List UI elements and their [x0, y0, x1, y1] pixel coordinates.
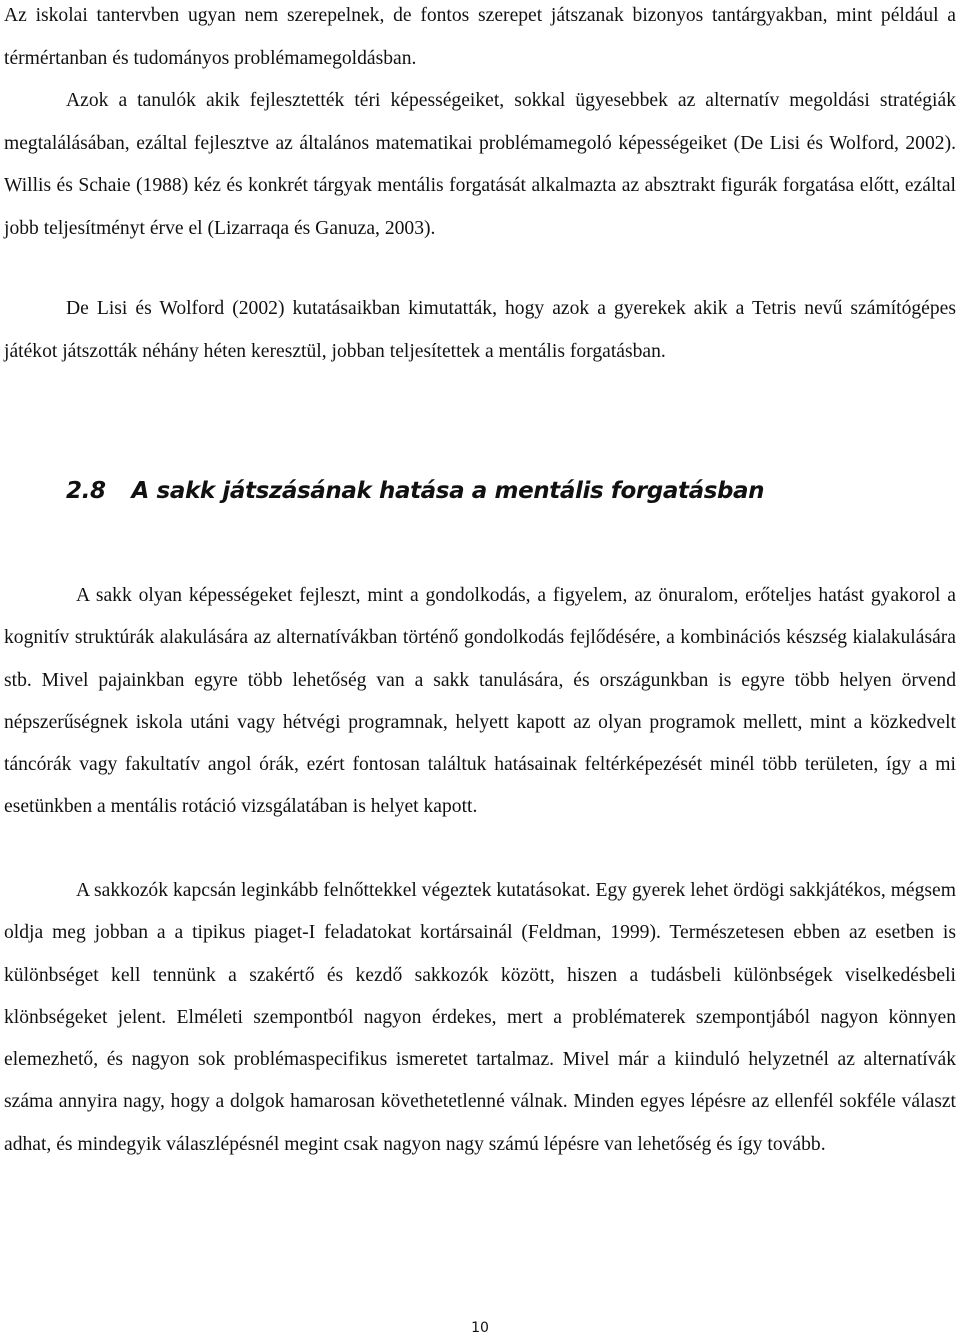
section-number: 2.8 [66, 478, 106, 504]
paragraph-chess-skills [4, 575, 956, 829]
page-number: 10 [471, 1320, 489, 1336]
section-title: A sakk játszásának hatása a mentális forgatásban [131, 478, 765, 504]
section-heading [66, 478, 764, 504]
paragraph-chess-research [4, 870, 956, 1166]
paragraph-chess-skills-text: A sakk olyan képességeket fejleszt, mint a gondolkodás, a figyelem, az önuralom, erőteljes hatást gyakorol a kognitív struktúrák alakulására az alternatívákban történő gondolkodás fejlődésére, a kombinációs készség kialakulására stb. Mivel pajainkban egyre több lehetőség van a sakk tanulására, és országunkban is egyre több helyen örvend népszerűségnek iskola utáni vagy hétvégi programnak, helyett kapott az olyan programok mellett, mint a közkedvelt táncórák vagy fakultatív angol órák, ezért fontosan találtuk hatásainak feltérképezését minél több területen, így a mi esetünkben a mentális rotáció vizsgálatában is helyet kapott. [4, 585, 956, 818]
paragraph-chess-research-text: A sakkozók kapcsán leginkább felnőttekkel végeztek kutatásokat. Egy gyerek lehet ördögi sakkjátékos, mégsem oldja meg jobban a a tipikus piaget-I feladatokat kortársainál (Feldman, 1999). Természetesen ebben az esetben is különbséget kell tennünk a szakértő és kezdő sakkozók között, hiszen a tudásbeli különbségek viselkedésbeli klönbségeket jelent. Elméleti szempontból nagyon érdekes, mert a problématerek szempontjából nagyon könnyen elemezhető, és nagyon sok problémaspecifikus ismeretet tartalmaz. Mivel már a kiinduló helyzetnél az alternatívák száma annyira nagy, hogy a dolgok hamarosan követhetetlenné válnak. Minden egyes lépésre az ellenfél sokféle választ adhat, és mindegyik válaszlépésnél megint csak nagyon nagy számú lépésre van lehetőség és így tovább. [4, 880, 956, 1155]
paragraph-strategies: Azok a tanulók akik fejlesztették téri képességeiket, sokkal ügyesebbek az alternatív megoldási stratégiák megtalálásában, ezáltal fejlesztve az általános matematikai problémamegoló képességeiket (De Lisi és Wolford, 2002). Willis és Schaie (1988) kéz és konkrét tárgyak mentális forgatását alkalmazta az absztrakt figurák forgatása előtt, ezáltal jobb teljesítményt érve el (Lizarraqa és Ganuza, 2003). [4, 90, 956, 239]
paragraph-spatial-skills [4, 0, 956, 251]
paragraph-continuation: Az iskolai tantervben ugyan nem szerepelnek, de fontos szerepet játszanak bizonyos tantárgyakban, mint például a térmértanban és tudományos problémamegoldásban. [4, 5, 956, 69]
paragraph-tetris-text: De Lisi és Wolford (2002) kutatásaikban kimutatták, hogy azok a gyerekek akik a Tetris nevű számítógépes játékot játszották néhány héten keresztül, jobban teljesítettek a mentális forgatásban. [4, 298, 956, 362]
paragraph-tetris [4, 288, 956, 373]
